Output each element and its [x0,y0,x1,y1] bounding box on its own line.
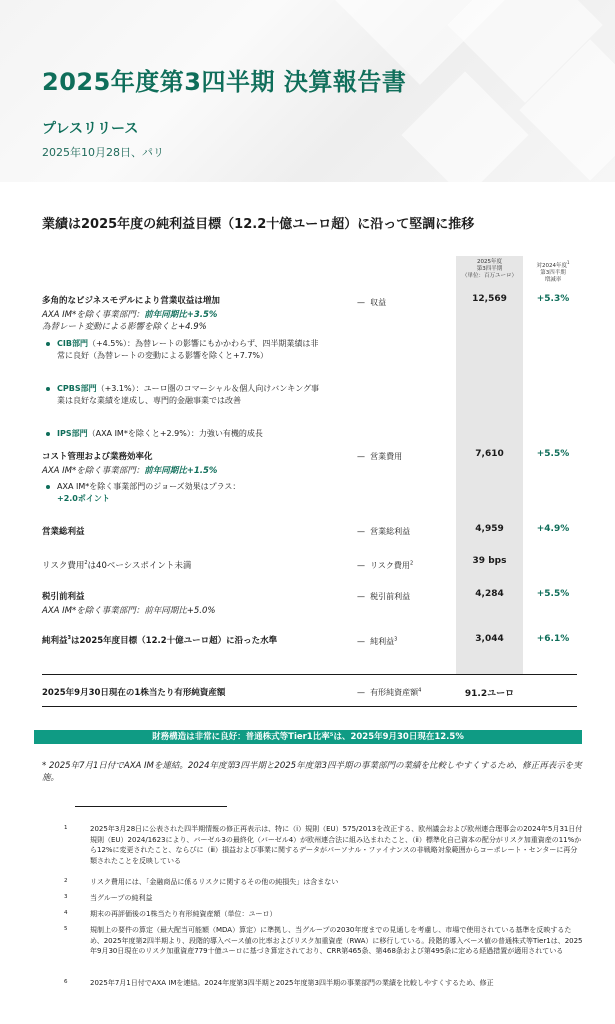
metric-net: — 純利益$^3$ [357,636,398,646]
revenue-sub: AXA IM*を除く事業部門：前年同期比+3.5% [42,310,218,320]
value-net: 3,044 [475,634,504,644]
footnote-rule [75,806,227,807]
current-period-header: 2025年度 第3四半期 （単位：百万ユーロ） [461,259,517,279]
footnote: 5 規制上の要件の算定（最大配当可能額（MDA）算定）に準拠し、当グループの2030年度までの見通しを考慮し、市場で使用されている基準を反映するため、2025年度第2四半期より、段階的導入ベース値の比率およびリスク加重資産（RWA）に移行している。段階的導入ベース値の普通株式等Tier1は、2025年9月30日現在のリスク加重資産779十億ユーロに基づき算定されており、CRR第465条、第468条および第495条に定める経過措置が適用されている [64,926,583,955]
opex-sub: AXA IM*を除く事業部門：前年同期比+1.5% [42,466,218,476]
consolidation-note: * 2025年7月1日付でAXA IMを連結。2024年度第3四半期と2025年度第3四半期の事業部門の業績を比較しやすくするため、修正再表示を実施。 [42,761,582,783]
table-divider [42,674,577,675]
footnote: 1 2025年3月28日に公表された四半期情報の修正再表示は、特に（ⅰ）規則（EU）575/2013を改正する、欧州議会および欧州連合理事会の2024年5月31日付規則（EU）2024/1623により、バーゼル3の最終化（バーゼル4）が欧州連合法に組み込まれたこと、（ⅱ）標準化自己資本の配分がリスク加重資産の11%から12%に変更されたこと、ならびに（ⅲ）損益および事業に関するデータがパーソナル・ファイナンスの非戦略対象範囲からコーポレート・センターに再分類されたことを反映している [64,825,583,865]
bullet-dot-icon [46,432,50,436]
footnote: 3 当グループの純利益 [64,894,153,902]
change-revenue: +5.3% [536,294,570,304]
value-opex: 7,610 [475,449,504,459]
value-pretax: 4,284 [475,589,504,599]
change-net: +6.1% [536,634,570,644]
metric-tnav: — 有形純資産額$^4$ [357,687,422,697]
metric-opex: — 営業費用 [357,452,403,461]
footnote: 2 リスク費用には、「金融商品に係るリスクに関するその他の純損失」は含まない [64,878,339,886]
revenue-title: 多角的なビジネスモデルにより営業収益は増加 [42,296,220,306]
bullet-dot-icon [46,485,50,489]
tnav-title: 2025年9月30日現在の1株当たり有形純資産額 [42,688,226,698]
current-period-column [456,256,523,674]
metric-gross: — 営業総利益 [357,527,411,536]
table-divider [42,706,577,707]
revenue-sub-fx: 為替レート変動による影響を除くと+4.9% [42,322,207,332]
value-tnav: 91.2ユーロ [464,689,515,699]
bullet-jaws: AXA IM*を除く事業部門のジョーズ効果はプラス： +2.0ポイント [46,481,326,504]
dateline: 2025年10月28日、パリ [42,146,164,159]
gross-title: 営業総利益 [42,527,85,537]
bullet-dot-icon [46,387,50,391]
value-gross: 4,959 [475,524,504,534]
page-title: 2025年度第3四半期 決算報告書 [42,68,407,96]
bullet-ips: IPS部門（AXA IM*を除くと+2.9%）：力強い有機的成長 [46,428,326,440]
change-pretax: +5.5% [536,589,570,599]
footnote: 6 2025年7月1日付でAXA IMを連結。2024年度第3四半期と2025年度第3四半期の事業部門の業績を比較しやすくするため、修正 [64,979,494,987]
metric-revenue: — 収益 [357,298,387,307]
document-type: プレスリリース [42,121,139,137]
net-title: 純利益$^3$は2025年度目標（12.2十億ユーロ超）に沿った水準 [42,635,278,646]
change-gross: +4.9% [536,524,570,534]
change-header: 対2024年度$^1$ 第3四半期 増減率 [536,260,570,283]
metric-risk: — リスク費用$^2$ [357,560,414,570]
metric-pretax: — 税引前利益 [357,592,411,601]
pretax-sub: AXA IM*を除く事業部門：前年同期比+5.0% [42,606,216,616]
capital-band: 財務構造は非常に良好：普通株式等Tier1比率⁵は、2025年9月30日現在12.5% [34,730,582,744]
opex-title: コスト管理および業務効率化 [42,452,153,462]
footnote: 4 期末の再評価後の1株当たり有形純資産額（単位：ユーロ） [64,910,277,918]
bullet-cpbs: CPBS部門（+3.1%）：ユーロ圏のコマーシャル＆個人向けバンキング事業は良好な業績を達成し、専門的金融事業では改善 [46,383,326,406]
bullet-dot-icon [46,342,50,346]
value-risk: 39 bps [472,556,507,566]
bullet-cib: CIB部門（+4.5%）：為替レートの影響にもかかわらず、四半期業績は非常に良好（為替レートの変動による影響を除くと+7.7%） [46,338,326,361]
value-revenue: 12,569 [472,294,507,304]
change-opex: +5.5% [536,449,570,459]
headline: 業績は2025年度の純利益目標（12.2十億ユーロ超）に沿って堅調に推移 [42,217,475,232]
risk-title: リスク費用$^2$は40ベーシスポイント未満 [42,560,192,571]
pretax-title: 税引前利益 [42,592,85,602]
